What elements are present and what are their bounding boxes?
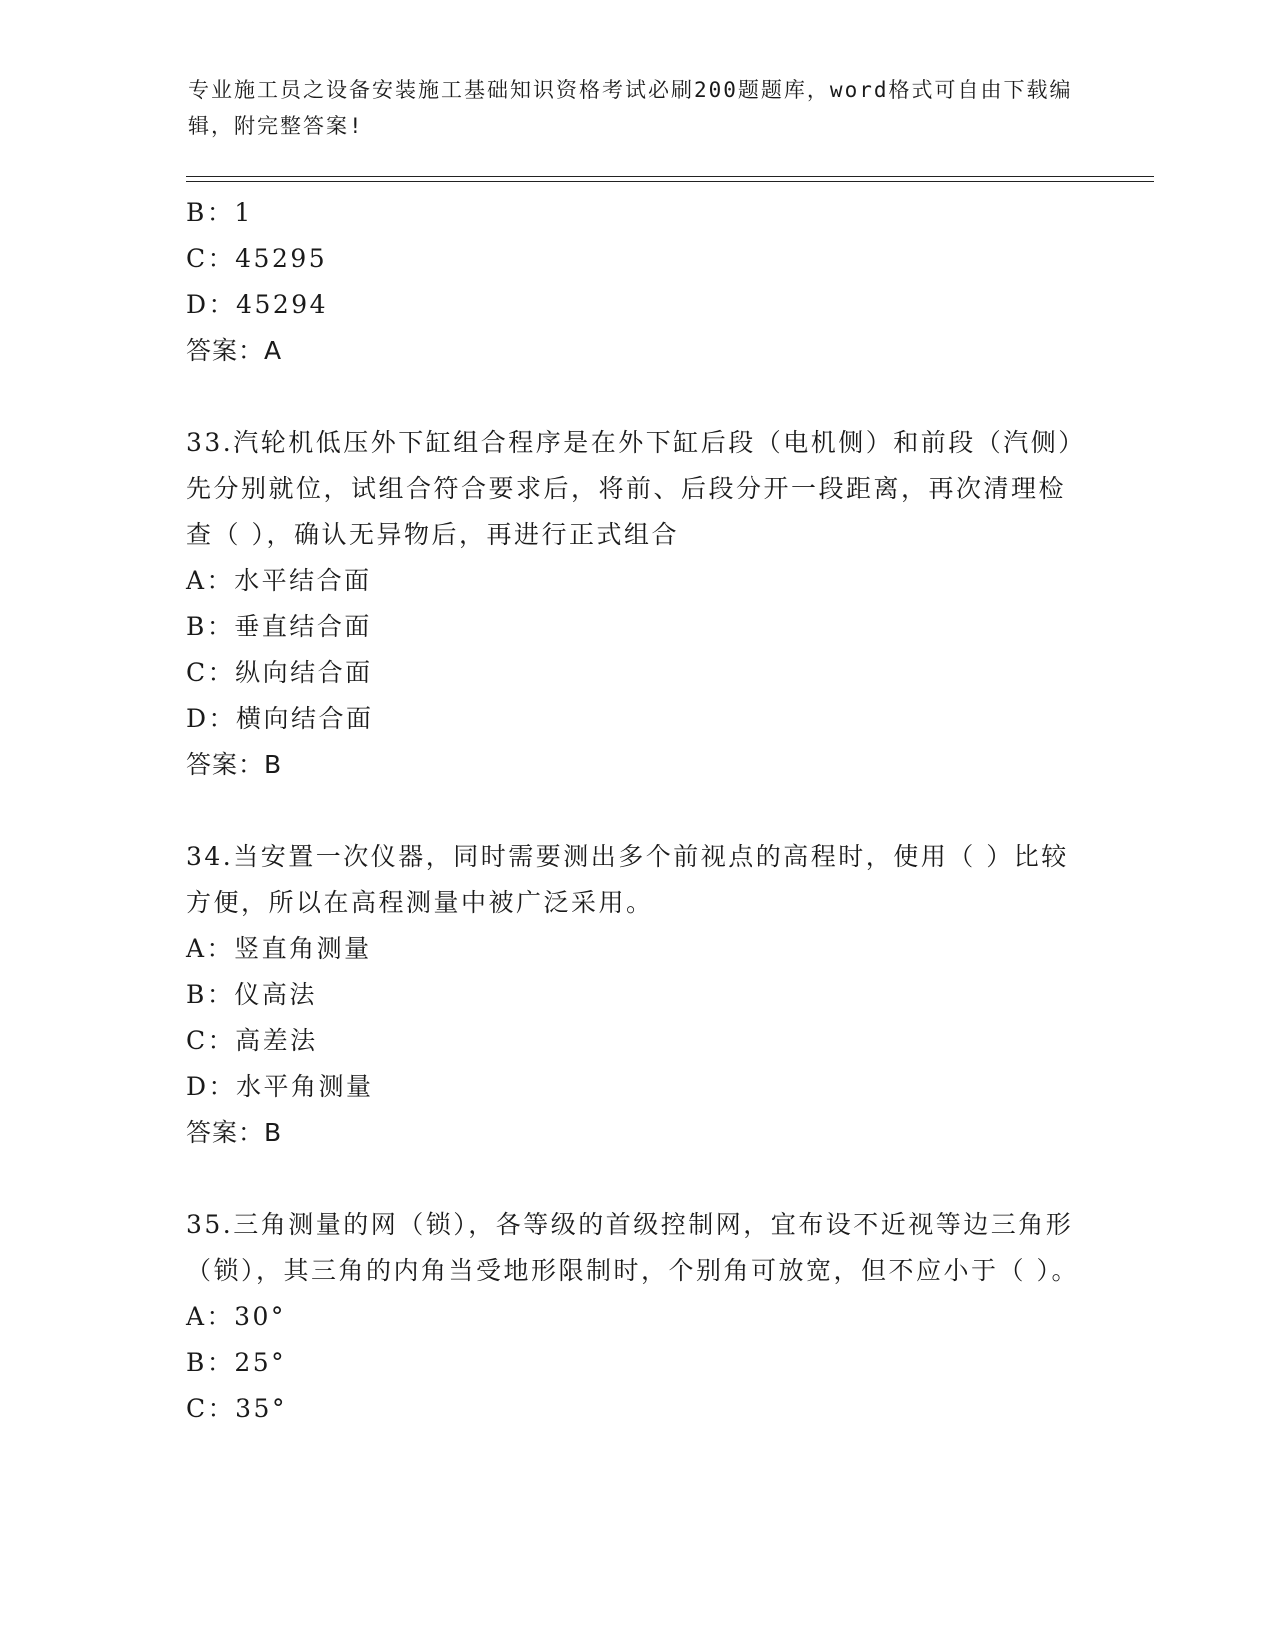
option-d: D：水平角测量	[186, 1072, 374, 1101]
option-a: A：30°	[186, 1302, 286, 1331]
header-rule-bottom	[186, 181, 1154, 182]
answer-line: 答案：B	[186, 750, 283, 779]
document-title: 专业施工员之设备安装施工基础知识资格考试必刷200题题库，word格式可自由下载编辑，附完整答案!	[188, 78, 1073, 138]
answer-line: 答案：A	[186, 336, 283, 365]
option-c: C：35°	[186, 1394, 287, 1423]
question-text: 35.三角测量的网（锁），各等级的首级控制网，宜布设不近视等边三角形（锁），其三角的内角当受地形限制时，个别角可放宽，但不应小于（ ）。	[186, 1210, 1079, 1285]
question-text: 34.当安置一次仪器，同时需要测出多个前视点的高程时，使用（ ）比较方便，所以在高程测量中被广泛采用。	[186, 842, 1069, 917]
option-b: B：垂直结合面	[186, 612, 372, 641]
option-b: B：1	[186, 198, 253, 227]
prev-question-block	[186, 190, 1086, 374]
question-list	[186, 190, 1086, 1432]
header-rule-top	[186, 176, 1154, 177]
option-b: B：仪高法	[186, 980, 317, 1009]
option-c: C：纵向结合面	[186, 658, 373, 687]
question-34	[186, 834, 1086, 1156]
option-c: C：高差法	[186, 1026, 318, 1055]
question-text: 33.汽轮机低压外下缸组合程序是在外下缸后段（电机侧）和前段（汽侧）先分别就位，试组合符合要求后，将前、后段分开一段距离，再次清理检查（ ），确认无异物后，再进行正式组合	[186, 428, 1086, 549]
option-d: D：横向结合面	[186, 704, 374, 733]
page-header	[188, 72, 1088, 144]
option-b: B：25°	[186, 1348, 287, 1377]
option-d: D：45294	[186, 290, 329, 319]
question-35	[186, 1202, 1086, 1432]
option-a: A：水平结合面	[186, 566, 372, 595]
option-a: A：竖直角测量	[186, 934, 372, 963]
question-33	[186, 420, 1086, 788]
answer-line: 答案：B	[186, 1118, 283, 1147]
option-c: C：45295	[186, 244, 328, 273]
